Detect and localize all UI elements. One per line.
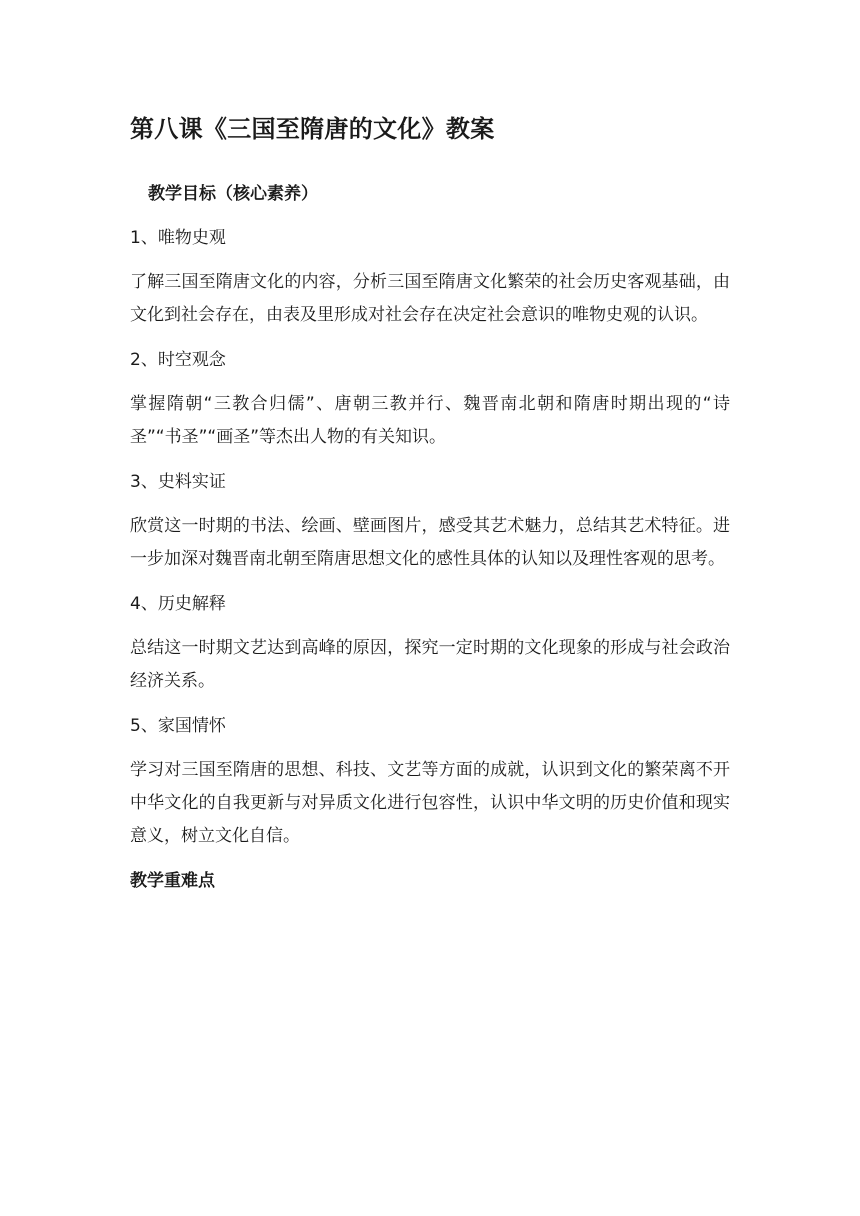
objective-text-materialism: 了解三国至隋唐文化的内容，分析三国至隋唐文化繁荣的社会历史客观基础，由文化到社会存在，由表及里形成对社会存在决定社会意识的唯物史观的认识。: [130, 272, 730, 325]
objective-heading-materialism: 1、唯物史观: [130, 228, 226, 248]
objective-heading-interpretation: 4、历史解释: [130, 594, 226, 614]
objective-heading-evidence: 3、史料实证: [130, 472, 226, 492]
key-points-heading: 教学重难点: [130, 871, 215, 891]
objective-heading-time-space: 2、时空观念: [130, 350, 226, 370]
objective-heading-patriotism: 5、家国情怀: [130, 716, 226, 736]
objective-text-time-space: 掌握隋朝“三教合归儒”、唐朝三教并行、魏晋南北朝和隋唐时期出现的“诗圣”“书圣”“画圣”等杰出人物的有关知识。: [130, 394, 730, 447]
objective-text-interpretation: 总结这一时期文艺达到高峰的原因，探究一定时期的文化现象的形成与社会政治经济关系。: [130, 638, 730, 691]
document-title: 第八课《三国至隋唐的文化》教案: [130, 115, 495, 143]
objective-text-evidence: 欣赏这一时期的书法、绘画、壁画图片，感受其艺术魅力，总结其艺术特征。进一步加深对魏晋南北朝至隋唐思想文化的感性具体的认知以及理性客观的思考。: [130, 516, 730, 569]
objectives-heading: 教学目标（核心素养）: [148, 184, 318, 204]
objective-text-patriotism: 学习对三国至隋唐的思想、科技、文艺等方面的成就，认识到文化的繁荣离不开中华文化的自我更新与对异质文化进行包容性，认识中华文明的历史价值和现实意义，树立文化自信。: [130, 760, 730, 846]
